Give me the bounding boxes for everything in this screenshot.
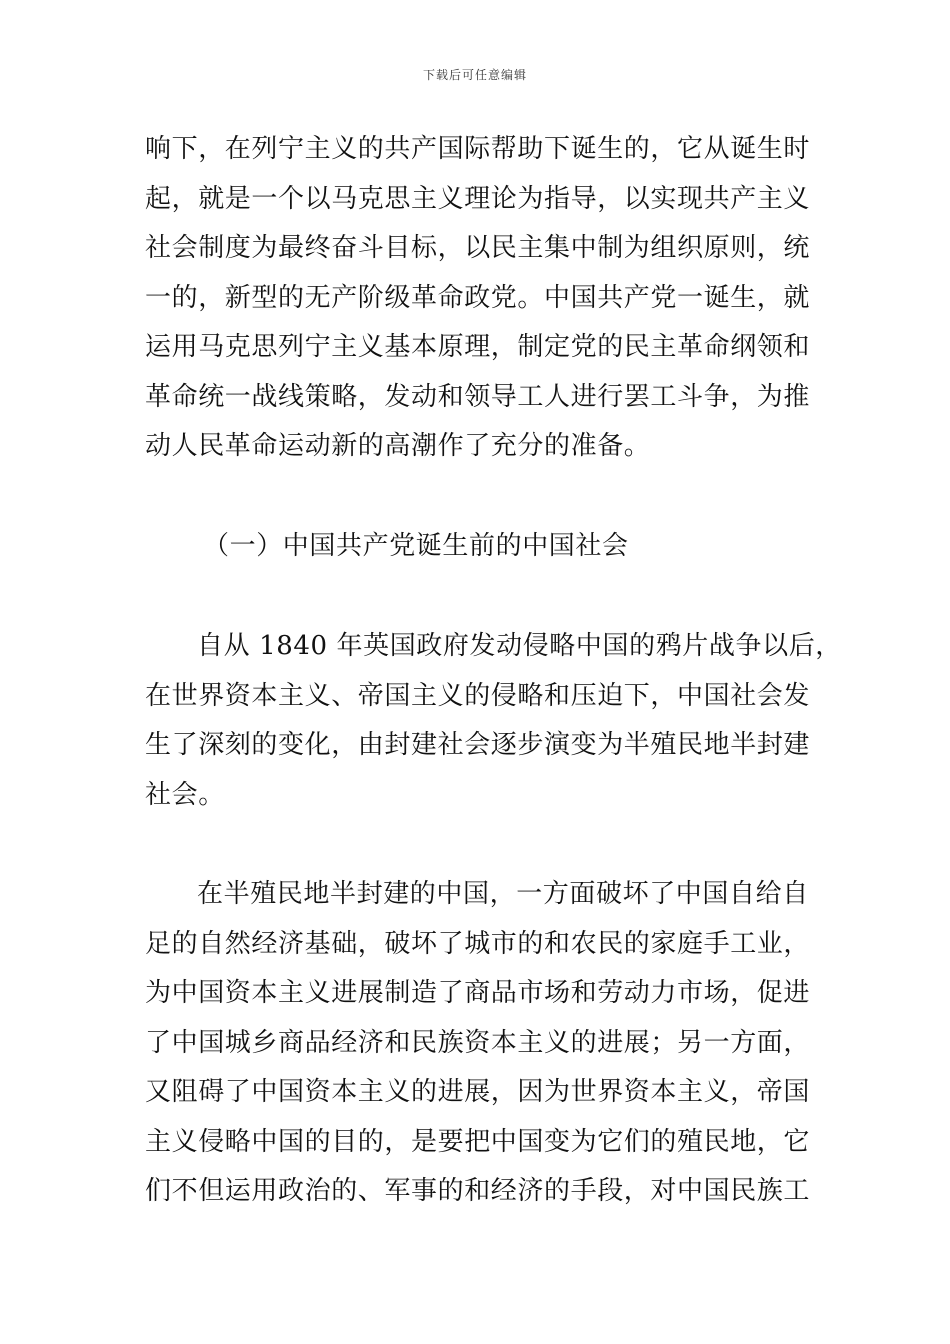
paragraph-line: 革命统一战线策略，发动和领导工人进行罢工斗争，为推 xyxy=(145,381,811,412)
paragraph-line: 运用马克思列宁主义基本原理，制定党的民主革命纲领和 xyxy=(145,332,811,362)
section-heading: （一）中国共产党诞生前的中国社会 xyxy=(203,531,629,561)
section-heading-block xyxy=(145,522,805,572)
paragraph-line: 起，就是一个以马克思主义理论为指导，以实现共产主义 xyxy=(145,183,811,214)
paragraph-3 xyxy=(145,870,811,1217)
paragraph-line: 们不但运用政治的、军事的和经济的手段，对中国民族工 xyxy=(145,1176,811,1206)
paragraph-line: 生了深刻的变化，由封建社会逐步演变为半殖民地半封建 xyxy=(145,730,811,760)
header-note: 下载后可任意编辑 xyxy=(422,68,527,82)
paragraph-1 xyxy=(145,125,811,472)
paragraph-line: 动人民革命运动新的高潮作了充分的准备。 xyxy=(145,431,651,461)
paragraph-line: 响下，在列宁主义的共产国际帮助下诞生的，它从诞生时 xyxy=(145,134,811,164)
paragraph-line: 又阻碍了中国资本主义的进展，因为世界资本主义，帝国 xyxy=(145,1077,811,1107)
paragraph-line: 一的，新型的无产阶级革命政党。中国共产党一诞生，就 xyxy=(145,282,811,313)
paragraph-2 xyxy=(145,622,842,820)
paragraph-line: 社会。 xyxy=(145,779,225,810)
paragraph-line: 社会制度为最终奋斗目标，以民主集中制为组织原则，统 xyxy=(145,233,811,263)
paragraph-line: 了中国城乡商品经济和民族资本主义的进展；另一方面， xyxy=(145,1027,811,1058)
paragraph-line: 在世界资本主义、帝国主义的侵略和压迫下，中国社会发 xyxy=(145,680,811,711)
paragraph-line: 足的自然经济基础，破坏了城市的和农民的家庭手工业， xyxy=(145,928,811,959)
paragraph-line: 自从 1840 年英国政府发动侵略中国的鸦片战争以后， xyxy=(197,631,842,661)
paragraph-line: 在半殖民地半封建的中国，一方面破坏了中国自给自 xyxy=(197,879,809,909)
paragraph-line: 主义侵略中国的目的，是要把中国变为它们的殖民地，它 xyxy=(145,1126,811,1157)
paragraph-line: 为中国资本主义进展制造了商品市场和劳动力市场，促进 xyxy=(145,978,811,1008)
